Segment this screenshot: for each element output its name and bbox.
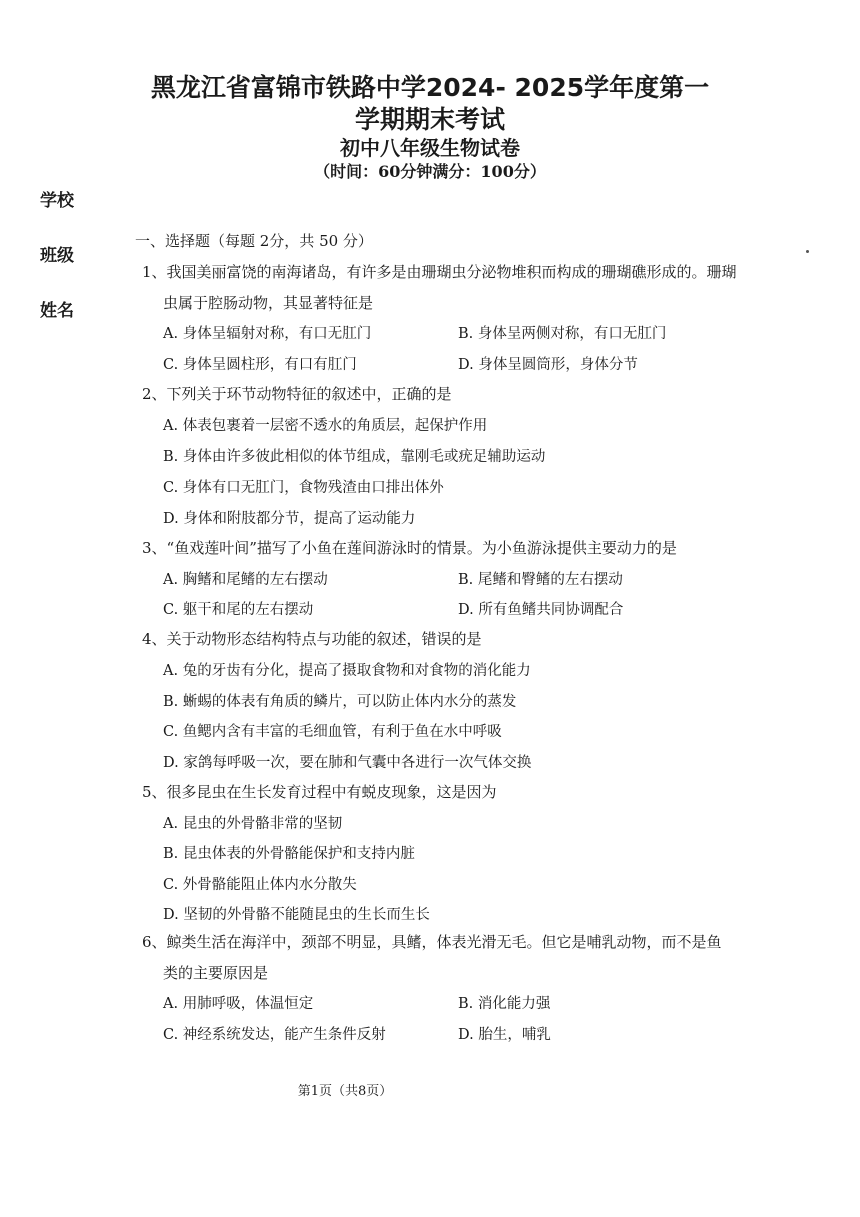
question-stem: 很多昆虫在生长发育过程中有蜕皮现象，这是因为 (166, 783, 497, 801)
option-d: D. 身体和附肢都分节，提高了运动能力 (163, 511, 416, 527)
option-a: A. 兔的牙齿有分化，提高了摄取食物和对食物的消化能力 (163, 663, 531, 679)
option-c: C. 身体呈圆柱形，有口有肛门 (163, 357, 357, 373)
option-b: B. 尾鳍和臀鳍的左右摆动 (458, 572, 623, 588)
question-2 (142, 383, 452, 404)
option-b: B. 蜥蜴的体表有角质的鳞片，可以防止体内水分的蒸发 (163, 694, 517, 710)
exam-subject: 初中八年级生物试卷 (340, 136, 520, 160)
question-number: 3、 (142, 539, 167, 557)
option-a: A. 体表包裹着一层密不透水的角质层，起保护作用 (163, 418, 488, 434)
exam-title-line1: 黑龙江省富锦市铁路中学2024- 2025学年度第一 (150, 73, 710, 102)
exam-title-line2: 学期期末考试 (354, 105, 505, 134)
option-a: A. 身体呈辐射对称，有口无肛门 (163, 326, 372, 342)
option-d: D. 身体呈圆筒形，身体分节 (458, 357, 638, 373)
option-d: D. 坚韧的外骨骼不能随昆虫的生长而生长 (163, 907, 430, 923)
page-footer: 第1页（共8页） (297, 1084, 393, 1099)
question-number: 2、 (142, 385, 167, 403)
option-c: C. 躯干和尾的左右摆动 (163, 602, 314, 618)
option-c: C. 外骨骼能阻止体内水分散失 (163, 877, 357, 893)
school-field-label: 学校 (40, 191, 74, 211)
option-d: D. 胎生，哺乳 (458, 1027, 551, 1043)
question-stem: 关于动物形态结构特点与功能的叙述，错误的是 (166, 630, 482, 648)
question-stem: “鱼戏莲叶间”描写了小鱼在莲间游泳时的情景。为小鱼游泳提供主要动力的是 (166, 539, 677, 557)
option-b: B. 身体由许多彼此相似的体节组成，靠刚毛或疣足辅助运动 (163, 449, 546, 465)
option-d: D. 家鸽每呼吸一次，要在肺和气囊中各进行一次气体交换 (163, 755, 532, 771)
question-number: 5、 (142, 783, 167, 801)
option-d: D. 所有鱼鳍共同协调配合 (458, 602, 624, 618)
option-a: A. 用肺呼吸，体温恒定 (163, 996, 314, 1012)
question-4 (142, 628, 482, 649)
section-title: 一、选择题（每题 2分，共 50 分） (135, 232, 373, 250)
name-field-label: 姓名 (40, 301, 74, 321)
option-a: A. 胸鳍和尾鳍的左右摆动 (163, 572, 328, 588)
question-3 (142, 537, 677, 558)
question-stem: 我国美丽富饶的南海诸岛，有许多是由珊瑚虫分泌物堆积而构成的珊瑚礁形成的。珊瑚 (166, 263, 737, 281)
question-stem-continued: 类的主要原因是 (163, 964, 269, 982)
question-number: 6、 (142, 933, 167, 951)
option-a: A. 昆虫的外骨骼非常的坚韧 (163, 816, 343, 832)
question-5 (142, 781, 497, 802)
question-stem-continued: 虫属于腔肠动物，其显著特征是 (163, 294, 374, 312)
option-b: B. 身体呈两侧对称，有口无肛门 (458, 326, 667, 342)
question-6 (142, 931, 722, 952)
scan-speck (806, 250, 809, 253)
question-number: 1、 (142, 263, 167, 281)
option-c: C. 神经系统发达，能产生条件反射 (163, 1027, 386, 1043)
exam-time-info: （时间：60分钟满分：100分） (314, 162, 546, 181)
question-stem: 鲸类生活在海洋中，颈部不明显，具鳍，体表光滑无毛。但它是哺乳动物，而不是鱼 (166, 933, 722, 951)
question-stem: 下列关于环节动物特征的叙述中，正确的是 (166, 385, 452, 403)
question-1 (142, 261, 737, 282)
option-b: B. 昆虫体表的外骨骼能保护和支持内脏 (163, 846, 415, 862)
option-c: C. 身体有口无肛门，食物残渣由口排出体外 (163, 480, 444, 496)
option-b: B. 消化能力强 (458, 996, 551, 1012)
class-field-label: 班级 (40, 246, 74, 266)
question-number: 4、 (142, 630, 167, 648)
option-c: C. 鱼鳃内含有丰富的毛细血管，有利于鱼在水中呼吸 (163, 724, 502, 740)
